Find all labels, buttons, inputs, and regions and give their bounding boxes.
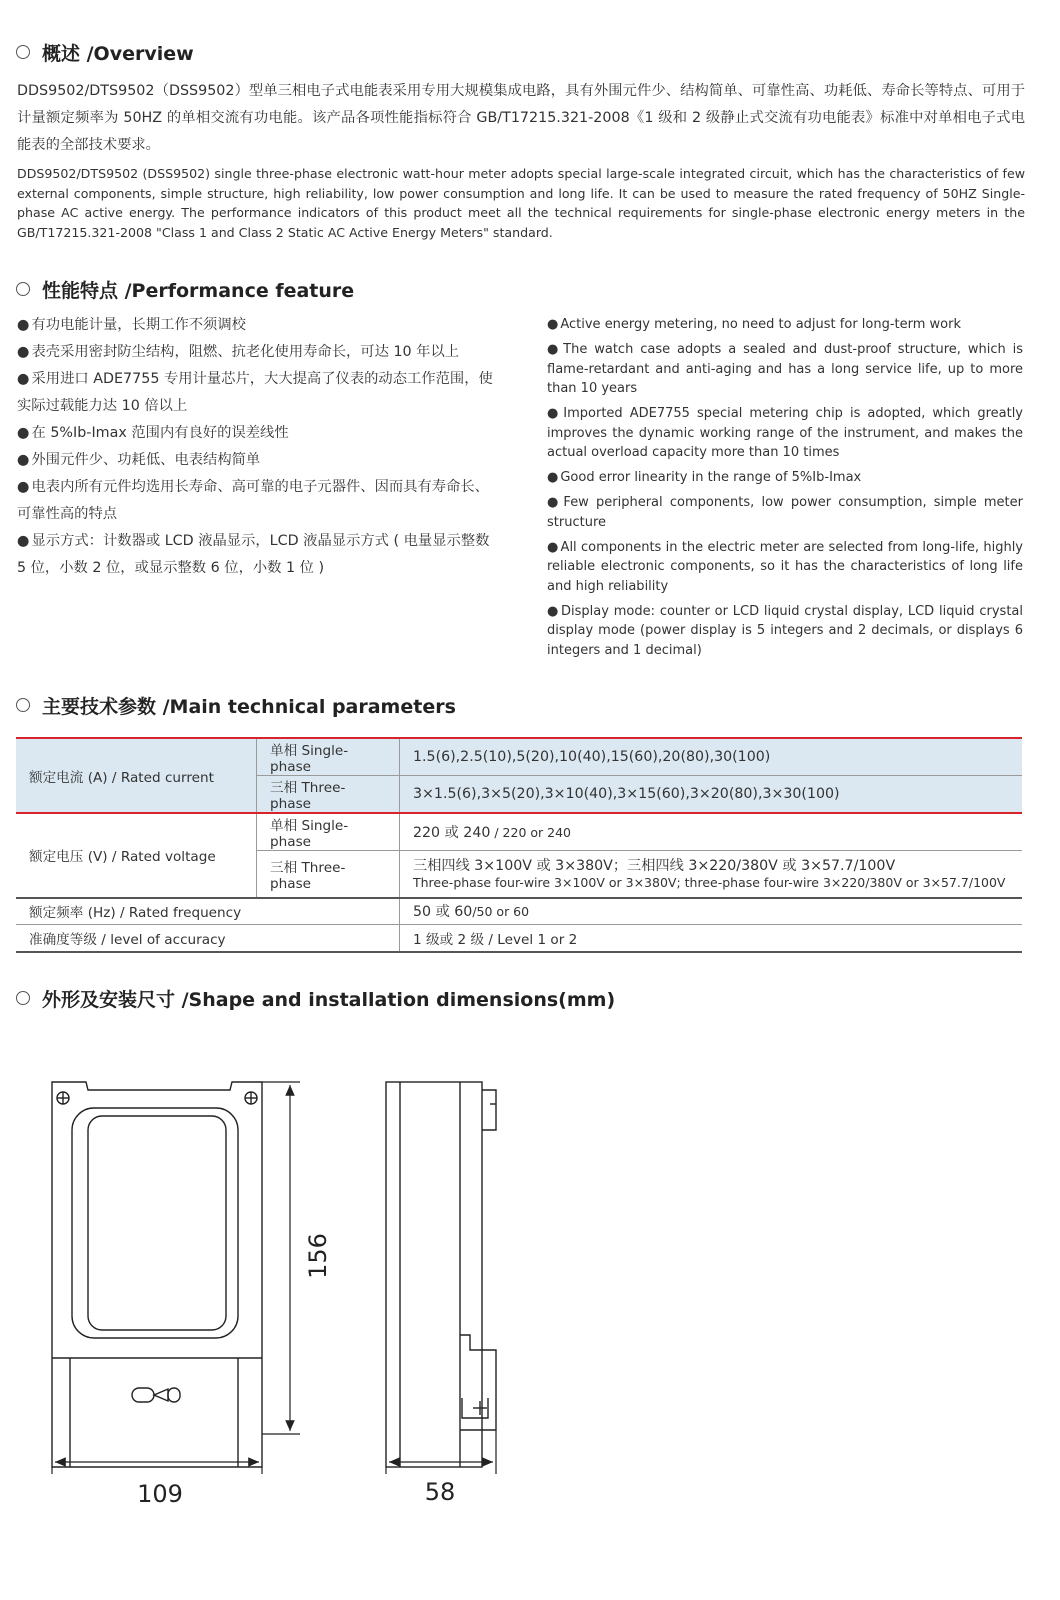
dimension-drawing [0,1040,560,1520]
list-item: ● Good error linearity in the range of 5%Ib-Imax [547,470,862,485]
features-list-en [547,315,1023,666]
rated-voltage-single-value: 220 或 240 / 220 or 240 [400,813,1023,851]
dimensions-title: 外形及安装尺寸 /Shape and installation dimensions(mm) [42,988,616,1011]
list-item: ● Few peripheral components, low power consumption, simple meter structure [547,495,1023,530]
rated-frequency-value: 50 或 60/50 or 60 [400,898,1023,925]
three-phase-label: 三相 Three-phase [257,776,400,814]
list-item: ● The watch case adopts a sealed and dust-proof structure, which is flame-retardant and anti-aging and has a long service life, up to more than 10 years [547,342,1024,396]
list-item: ● Display mode: counter or LCD liquid crystal display, LCD liquid crystal display mode (power display is 5 integers and 2 decimals, or displays 6 integers and 1 decimal) [547,603,1024,658]
list-item: ● 显示方式：计数器或 LCD 液晶显示，LCD 液晶显示方式 ( 电量显示整数 5 位，小数 2 位，或显示整数 6 位，小数 1 位 ) [17,533,490,576]
rated-current-three-value: 3×1.5(6),3×5(20),3×10(40),3×15(60),3×20(80),3×30(100) [400,776,1023,814]
list-item: ● Active energy metering, no need to adjust for long-term work [547,317,962,332]
width-label: 109 [137,1480,183,1508]
width-dimension [52,1462,262,1474]
features-heading [16,275,354,303]
rated-current-single-value: 1.5(6),2.5(10),5(20),10(40),15(60),20(80),30(100) [400,738,1023,776]
three-phase-label: 三相 Three-phase [257,851,400,898]
dimensions-heading [16,984,615,1012]
list-item: ● 表壳采用密封防尘结构，阻燃、抗老化使用寿命长，可达 10 年以上 [17,344,460,360]
rated-current-label: 额定电流 (A) / Rated current [16,738,257,813]
side-view [386,1082,496,1467]
list-item: ● 电表内所有元件均选用长寿命、高可靠的电子元器件、因而具有寿命长、可靠性高的特点 [17,479,489,522]
table-row [16,738,1022,776]
circle-icon [16,698,30,712]
accuracy-value: 1 级或 2 级 / Level 1 or 2 [400,925,1023,952]
features-list-cn [17,312,495,582]
single-phase-label: 单相 Single-phase [257,813,400,851]
height-label: 156 [304,1233,332,1279]
rated-frequency-label: 额定频率 (Hz) / Rated frequency [16,898,400,925]
list-item: ● 外围元件少、功耗低、电表结构简单 [17,452,261,468]
overview-title: 概述 /Overview [42,42,194,65]
depth-label: 58 [424,1478,456,1506]
list-item: ● All components in the electric meter are selected from long-life, highly reliable electronic components, so it has the characteristics of long life and high reliability [547,539,1023,594]
params-heading [16,691,456,719]
overview-text-en: DDS9502/DTS9502 (DSS9502) single three-phase electronic watt-hour meter adopts special large-scale integrated circuit, which has the characteristics of few external components, simple structure, high reliability, low power consumption and long life. It can be used to measure the rated frequency of 50HZ Single-phase AC active energy. The performance indicators of this product meet all the technical requirements for single-phase electronic energy meters in the GB/T17215.321-2008 "Class 1 and Class 2 Static AC Active Energy Meters" standard. [17,166,1025,240]
overview-text-cn: DDS9502/DTS9502（DSS9502）型单三相电子式电能表采用专用大规模集成电路，具有外围元件少、结构简单、可靠性高、功耗低、寿命长等特点、可用于计量额定频率为 50HZ 的单相交流有功电能。该产品各项性能指标符合 GB/T17215.321-2008《1 级和 2 级静止式交流有功电能表》标准中对单相电子式电能表的全部技术要求。 [17,83,1025,153]
params-title: 主要技术参数 /Main technical parameters [42,695,456,718]
list-item: ● 有功电能计量，长期工作不须调校 [17,317,246,333]
circle-icon [16,45,30,59]
circle-icon [16,282,30,296]
features-title: 性能特点 /Performance feature [42,279,355,302]
list-item: ● 在 5%Ib-Imax 范围内有良好的误差线性 [17,425,289,441]
rated-voltage-label: 额定电压 (V) / Rated voltage [16,813,257,898]
single-phase-label: 单相 Single-phase [257,738,400,776]
table-row [16,813,1022,851]
circle-icon [16,991,30,1005]
table-row [16,925,1022,952]
front-view [52,1082,262,1467]
rated-voltage-three-value: 三相四线 3×100V 或 3×380V；三相四线 3×220/380V 或 3×57.7/100V Three-phase four-wire 3×100V or 3×380V; three-phase four-wire 3×220/380V or 3×57.7/100V [400,851,1023,898]
accuracy-label: 准确度等级 / level of accuracy [16,925,400,952]
params-table [16,737,1022,953]
list-item: ● Imported ADE7755 special metering chip is adopted, which greatly improves the dynamic working range of the instrument, and makes the actual overload capacity more than 10 times [547,406,1024,460]
list-item: ● 采用进口 ADE7755 专用计量芯片，大大提高了仪表的动态工作范围，使实际过载能力达 10 倍以上 [17,371,493,414]
table-row [16,898,1022,925]
height-dimension [262,1082,300,1434]
overview-heading [16,38,194,66]
